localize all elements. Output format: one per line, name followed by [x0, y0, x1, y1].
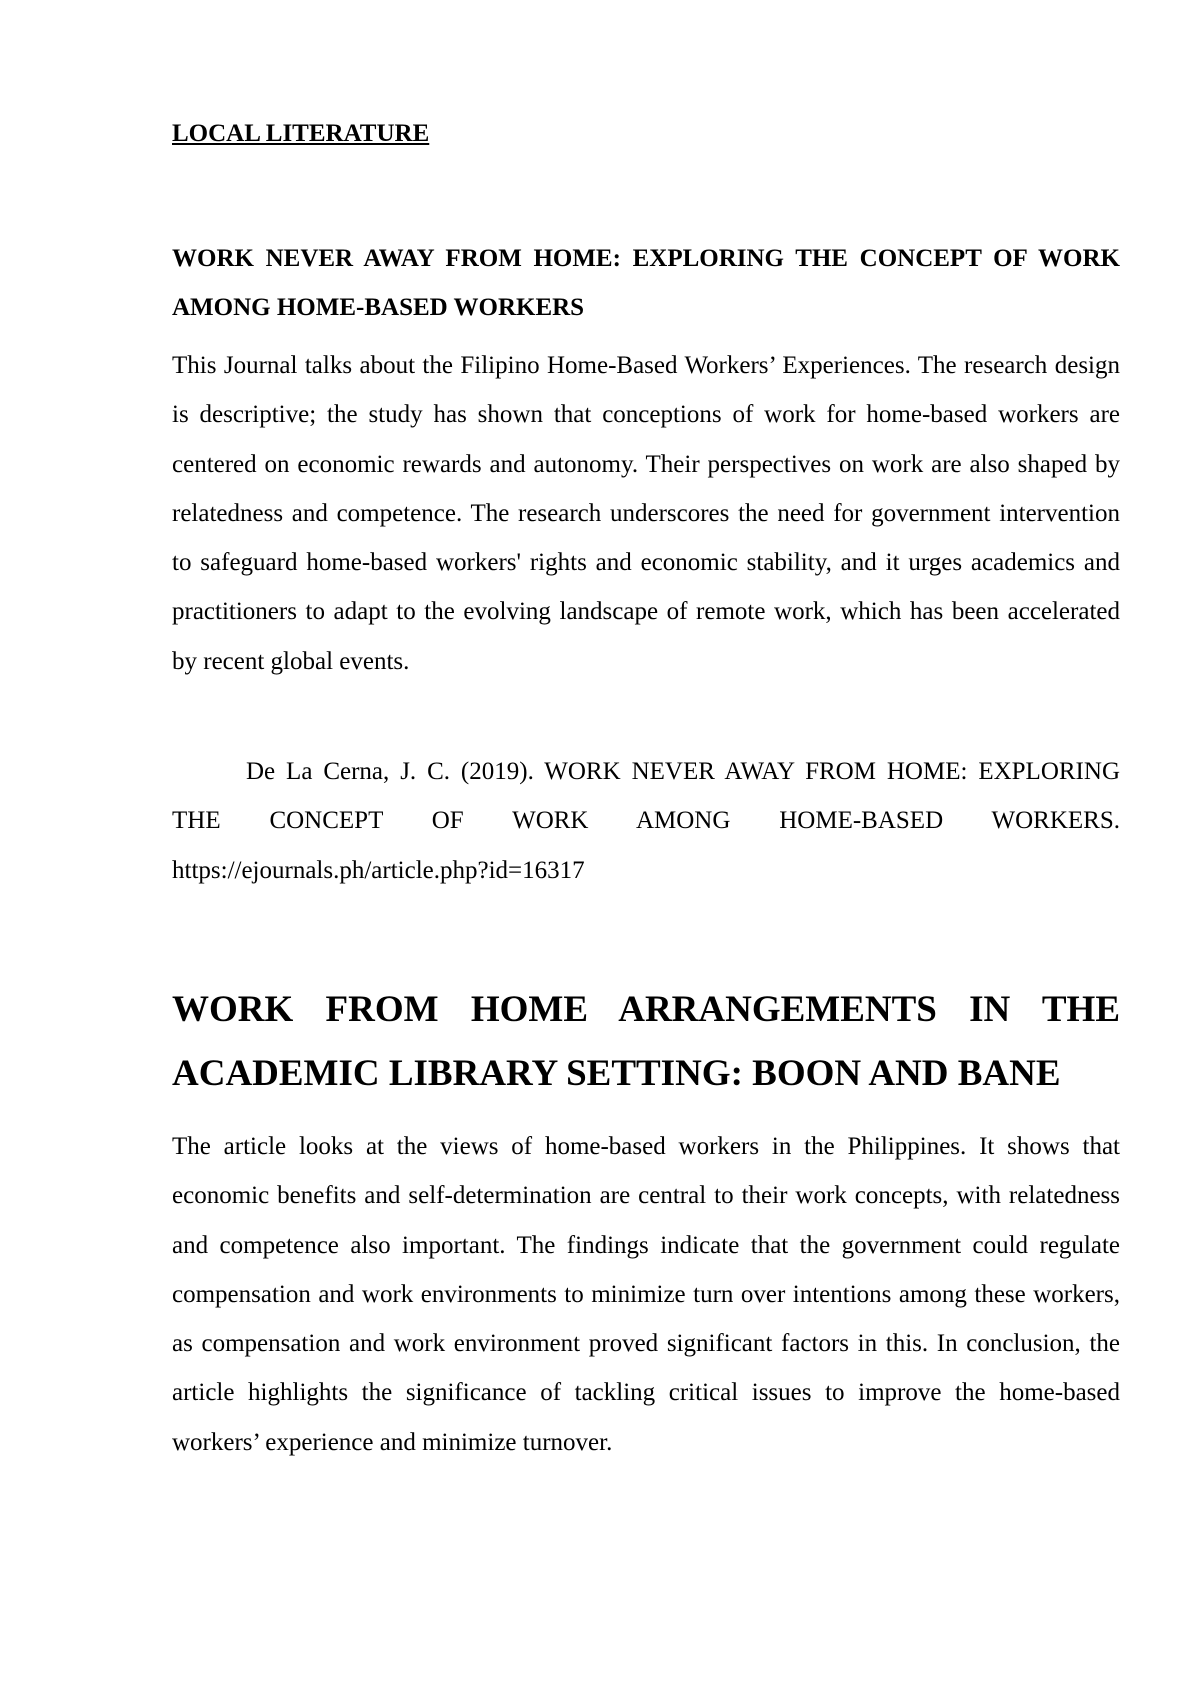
article-2-summary: The article looks at the views of home-based workers in the Philippines. It shows that economic benefits and self-determination are central to their work concepts, with relatedness and competence also important. The findings indicate that the government could regulate compensation and work environments to minimize turn over intentions among these workers, as compensation and work environment proved significant factors in this. In conclusion, the article highlights the significance of tackling critical issues to improve the home-based workers’ experience and minimize turnover. — [172, 1133, 1120, 1456]
section-heading: LOCAL LITERATURE — [172, 120, 430, 147]
article-2-title: WORK FROM HOME ARRANGEMENTS IN THE ACADEMIC LIBRARY SETTING: BOON AND BANE — [172, 989, 1120, 1094]
article-1-title: WORK NEVER AWAY FROM HOME: EXPLORING THE CONCEPT OF WORK AMONG HOME-BASED WORKERS — [172, 245, 1120, 321]
article-1-citation — [172, 747, 1120, 895]
article-1-summary: This Journal talks about the Filipino Home-Based Workers’ Experiences. The research design is descriptive; the study has shown that conceptions of work for home-based workers are centered on economic rewards and autonomy. Their perspectives on work are also shaped by relatedness and competence. The research underscores the need for government intervention to safeguard home-based workers' rights and economic stability, and it urges academics and practitioners to adapt to the evolving landscape of remote work, which has been accelerated by recent global events. — [172, 352, 1120, 675]
citation-link[interactable]: https://ejournals.ph/article.php?id=16317 — [172, 856, 585, 884]
citation-text: De La Cerna, J. C. (2019). WORK NEVER AWAY FROM HOME: EXPLORING THE CONCEPT OF WORK AMONG HOME-BASED WORKERS. — [172, 758, 1120, 835]
